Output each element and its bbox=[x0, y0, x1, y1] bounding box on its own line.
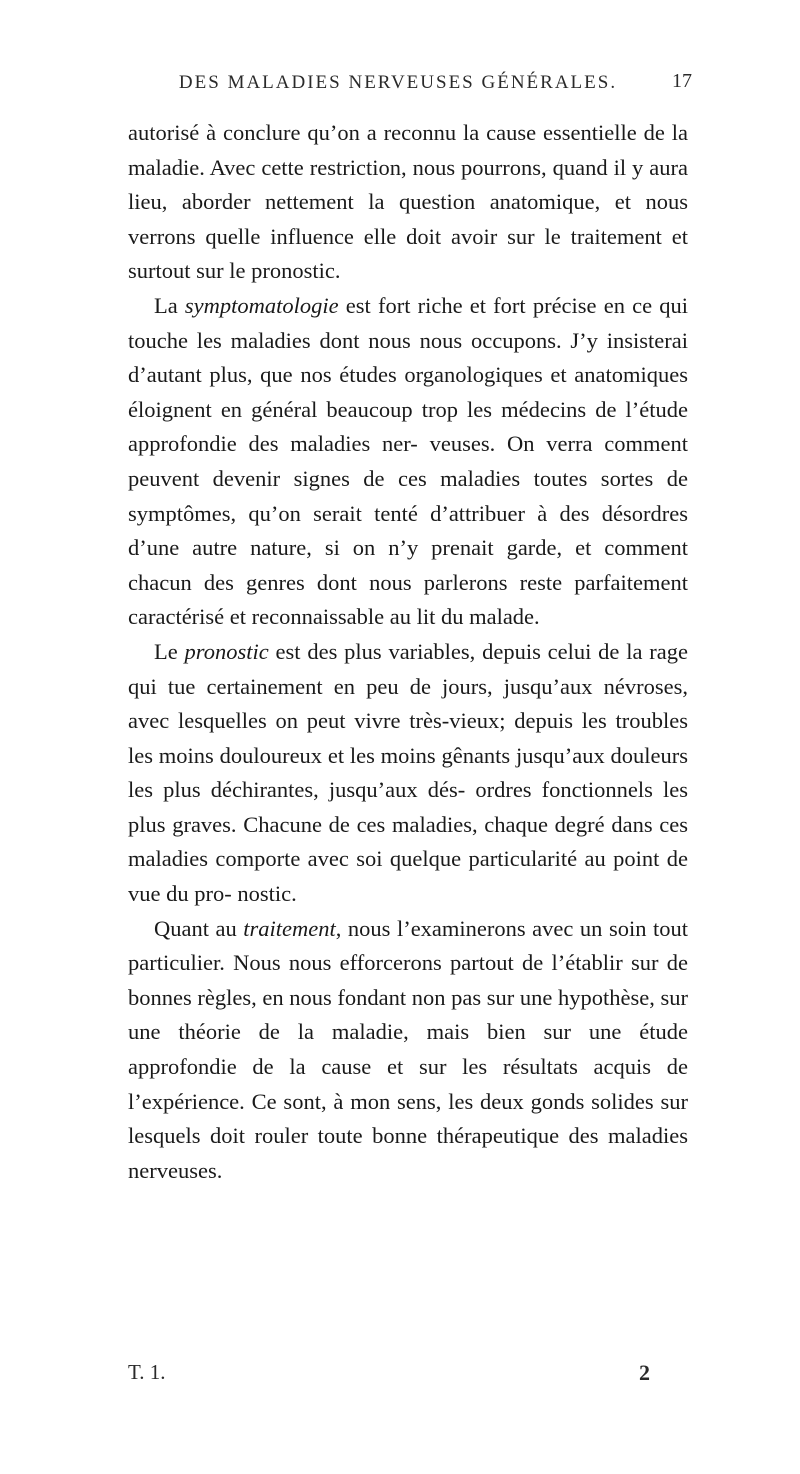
paragraph-symptomatologie bbox=[128, 289, 688, 635]
running-head bbox=[118, 68, 692, 98]
text-segment: Le bbox=[154, 638, 185, 664]
sheet-number: 2 bbox=[639, 1360, 650, 1385]
page-footer bbox=[128, 1360, 650, 1390]
page-number: 17 bbox=[672, 70, 692, 92]
text-segment: La bbox=[154, 292, 185, 318]
paragraph-continuation bbox=[128, 116, 688, 289]
italic-term: symptomatologie bbox=[184, 292, 339, 318]
text-segment: , nous l’examinerons avec un soin tout particulier. Nous nous efforcerons partout de l’établir sur de bonnes règles, en nous fondant non pas sur une hypothèse, sur une théorie de la maladie, mais bien sur une étude approfondie de la cause et sur les résultats acquis de l’expérience. Ce sont, à mon sens, les deux gonds solides sur lesquels doit rouler toute bonne thérapeutique des maladies nerveuses. bbox=[128, 915, 688, 1183]
text-segment: Quant au bbox=[154, 915, 244, 941]
paragraph-traitement bbox=[128, 912, 688, 1189]
body-text bbox=[128, 116, 688, 1188]
signature-mark: T. 1. bbox=[128, 1360, 166, 1384]
text-segment: est des plus variables, depuis celui de la rage qui tue certainement en peu de jours, jusqu’aux névroses, avec lesquelles on peut vivre très-vieux; depuis les troubles les moins douloureux et les moins gênants jusqu’aux douleurs les plus déchirantes, jusqu’aux dés- ordres fonctionnels les plus graves. Chacune de ces maladies, chaque degré dans ces maladies comporte avec soi quelque particularité au point de vue du pro- nostic. bbox=[128, 638, 688, 907]
italic-term: traitement bbox=[243, 915, 336, 941]
italic-term: pronostic bbox=[184, 638, 269, 664]
text-segment: autorisé à conclure qu’on a reconnu la cause essentielle de la maladie. Avec cette restriction, nous pourrons, quand il y aura lieu, aborder nettement la question anatomique, et nous verrons quelle influence elle doit avoir sur le traitement et surtout sur le pronostic. bbox=[128, 120, 688, 284]
paragraph-pronostic bbox=[128, 635, 688, 912]
text-segment: est fort riche et fort précise en ce qui touche les maladies dont nous nous occupons. J’y insisterai d’autant plus, que nos études organologiques et anatomiques éloignent en général beaucoup trop les médecins de l’étude approfondie des maladies ner- veuses. On verra comment peuvent devenir signes de ces maladies toutes sortes de symptômes, qu’on serait tenté d’attribuer à des désordres d’une autre nature, si on n’y prenait garde, et comment chacun des genres dont nous parlerons reste parfaitement caractérisé et reconnaissable au lit du malade. bbox=[128, 292, 689, 630]
running-title: DES MALADIES NERVEUSES GÉNÉRALES. bbox=[178, 72, 618, 93]
